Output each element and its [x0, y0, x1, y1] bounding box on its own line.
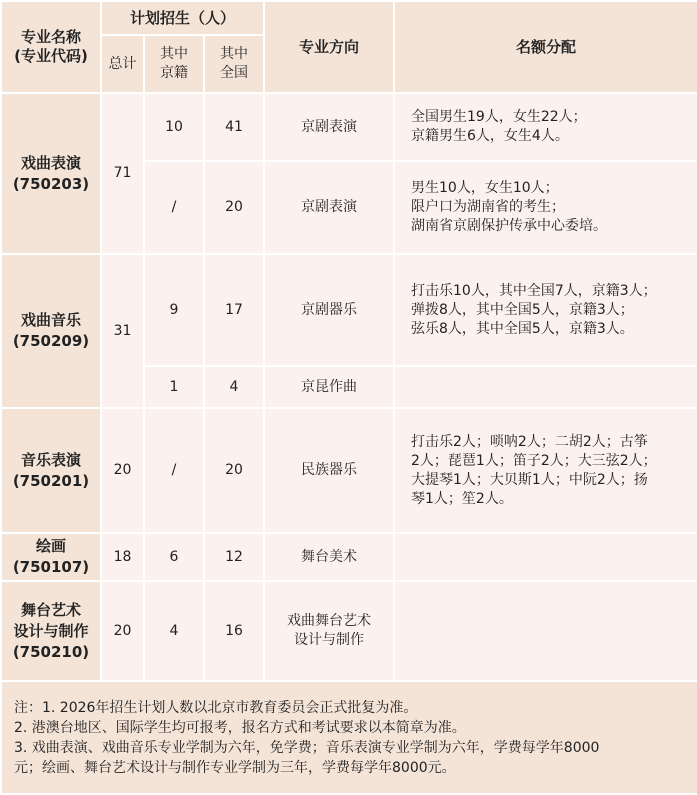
quota-line: 琴1人；笙2人。	[411, 490, 513, 507]
quota-line: 大提琴1人；大贝斯1人；中阮2人；扬	[411, 471, 648, 488]
header-direction: 专业方向	[264, 1, 394, 93]
direction-cell	[264, 366, 394, 408]
major-name: 戏曲音乐	[20, 311, 81, 329]
total-cell: 20	[101, 581, 144, 681]
note-line: 元；绘画、舞台艺术设计与制作专业学制为三年，学费每学年8000元。	[14, 759, 456, 776]
direction-cell	[264, 254, 394, 366]
header-quota: 名额分配	[394, 1, 697, 93]
header-text: 其中	[220, 46, 248, 62]
beijing-cell: 4	[144, 581, 204, 681]
header-text: (专业代码)	[14, 47, 88, 65]
quota-line: 京籍男生6人，女生4人。	[411, 128, 569, 144]
beijing-cell: 9	[144, 254, 204, 366]
total-cell: 20	[101, 408, 144, 533]
beijing-cell: /	[144, 161, 204, 254]
direction-cell	[264, 581, 394, 681]
direction-cell	[264, 93, 394, 161]
major-code: (750201)	[12, 471, 90, 490]
beijing-cell: 10	[144, 93, 204, 161]
direction-cell	[264, 533, 394, 581]
direction-cell	[264, 408, 394, 533]
national-cell: 20	[204, 161, 264, 254]
major-name: 音乐表演	[20, 450, 81, 469]
national-cell: 16	[204, 581, 264, 681]
major-name-cell	[1, 93, 101, 254]
total-cell: 18	[101, 533, 144, 581]
table-row	[1, 533, 697, 581]
note-line: 2. 港澳台地区、国际学生均可报考，报名方式和考试要求以本简章为准。	[14, 719, 466, 736]
direction-cell	[264, 161, 394, 254]
major-name-cell	[1, 408, 101, 533]
notes	[1, 681, 697, 794]
table-row	[1, 581, 697, 681]
major-code: (750209)	[12, 332, 90, 350]
quota-cell	[394, 408, 697, 533]
major-name: 舞台艺术 设计与制作	[13, 600, 89, 640]
direction-line: 戏曲舞台艺术	[287, 613, 371, 629]
quota-line: 弹拨8人，其中全国5人，京籍3人；	[411, 301, 634, 318]
beijing-cell: 6	[144, 533, 204, 581]
major-code: (750203)	[12, 174, 90, 193]
quota-line: 男生10人，女生10人；	[411, 180, 559, 196]
direction-line: 京剧器乐	[301, 301, 357, 318]
table-row	[1, 408, 697, 533]
header-national	[204, 35, 264, 93]
header-major-name	[1, 1, 101, 93]
total-cell: 31	[101, 254, 144, 408]
header-beijing	[144, 35, 204, 93]
national-cell: 20	[204, 408, 264, 533]
quota-line: 限户口为湖南省的考生；	[411, 199, 565, 215]
direction-line: 民族器乐	[301, 462, 357, 478]
quota-line: 2人；琵琶1人；笛子2人；大三弦2人；	[411, 452, 657, 469]
header-text: 京籍	[160, 65, 188, 81]
table-row	[1, 93, 697, 161]
header-text: 全国	[220, 65, 248, 81]
national-cell: 12	[204, 533, 264, 581]
quota-line: 打击乐2人；唢呐2人；二胡2人；古筝	[411, 433, 648, 450]
major-code: (750210)	[12, 642, 90, 661]
quota-cell	[394, 581, 697, 681]
direction-line: 设计与制作	[294, 632, 364, 648]
total-cell: 71	[101, 93, 144, 254]
beijing-cell: 1	[144, 366, 204, 408]
major-name-cell	[1, 254, 101, 408]
direction-line: 舞台美术	[301, 548, 357, 565]
quota-line: 弦乐8人，其中全国5人，京籍3人。	[411, 320, 634, 337]
major-name-cell	[1, 533, 101, 581]
direction-line: 京昆作曲	[301, 378, 357, 395]
header-plan: 计划招生（人）	[101, 1, 264, 35]
header-total: 总计	[101, 35, 144, 93]
header-text: 专业名称	[20, 28, 81, 46]
quota-cell	[394, 366, 697, 408]
major-code: (750107)	[12, 558, 90, 576]
national-cell: 4	[204, 366, 264, 408]
quota-line: 全国男生19人，女生22人；	[411, 109, 587, 125]
note-line: 注：1. 2026年招生计划人数以北京市教育委员会正式批复为准。	[14, 699, 418, 716]
header-text: 其中	[160, 46, 188, 62]
direction-line: 京剧表演	[301, 118, 357, 135]
major-name: 绘画	[35, 537, 66, 555]
major-name: 戏曲表演	[20, 153, 81, 172]
quota-cell	[394, 254, 697, 366]
quota-line: 打击乐10人，其中全国7人，京籍3人；	[411, 282, 657, 299]
quota-cell	[394, 533, 697, 581]
table-row	[1, 254, 697, 366]
direction-line: 京剧表演	[301, 199, 357, 215]
note-line: 3. 戏曲表演、戏曲音乐专业学制为六年，免学费；音乐表演专业学制为六年，学费每学年8000	[14, 739, 600, 756]
quota-cell	[394, 93, 697, 161]
national-cell: 17	[204, 254, 264, 366]
quota-line: 湖南省京剧保护传承中心委培。	[411, 218, 607, 234]
beijing-cell: /	[144, 408, 204, 533]
quota-cell	[394, 161, 697, 254]
national-cell: 41	[204, 93, 264, 161]
major-name-cell	[1, 581, 101, 681]
